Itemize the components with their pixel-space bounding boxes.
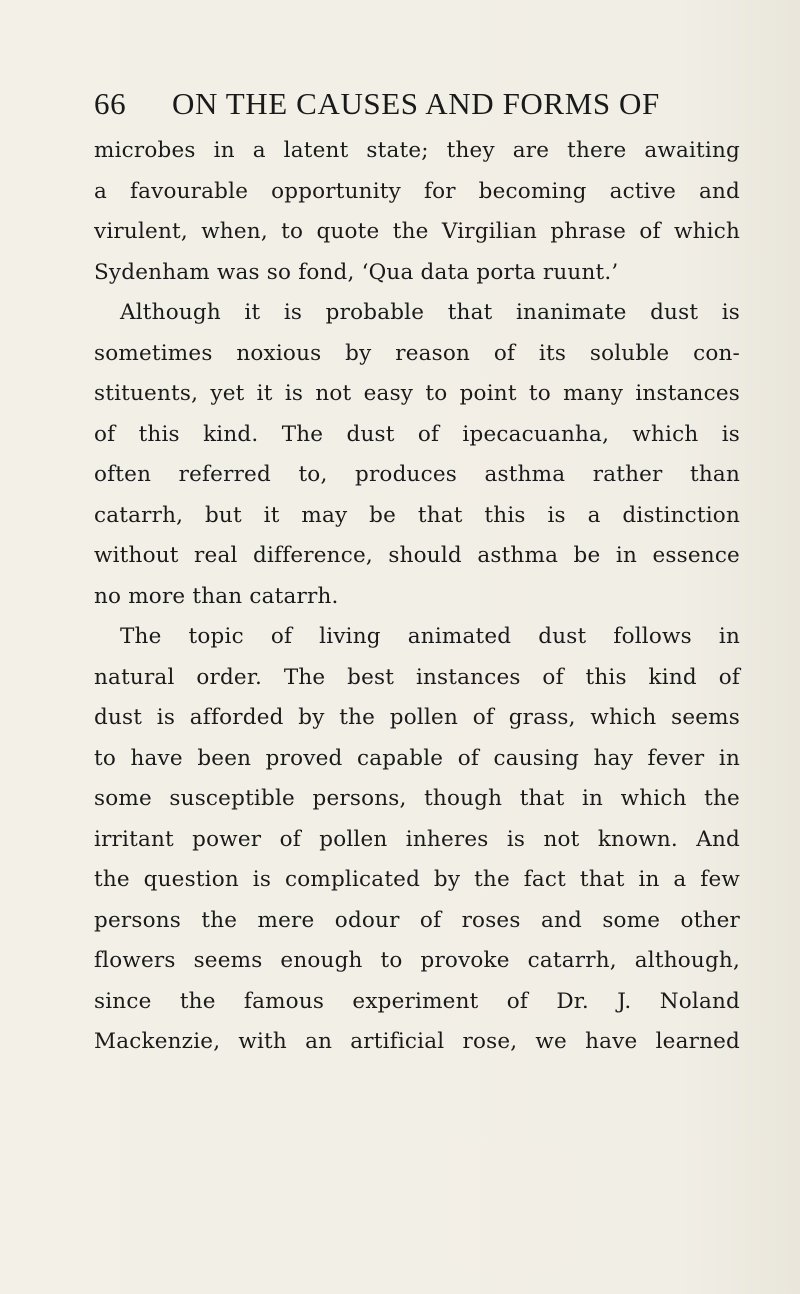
- text-line: often referred to, produces asthma rather than: [94, 462, 740, 487]
- text-line: a favourable opportunity for becoming active and: [94, 178, 740, 204]
- text-line: Although it is probable that inanimate dust is: [120, 300, 740, 325]
- body-text: [94, 131, 740, 1063]
- text-line: Sydenham was so fond, ‘Qua data porta ruunt.’: [94, 259, 619, 285]
- text-line: microbes in a latent state; they are there awaiting: [94, 138, 740, 163]
- running-title: ON THE CAUSES AND FORMS OF: [172, 86, 660, 121]
- text-line: persons the mere odour of roses and some other: [94, 907, 740, 933]
- text-line: irritant power of pollen inheres is not known. And: [94, 826, 740, 852]
- text-line: to have been proved capable of causing hay fever in: [94, 745, 740, 771]
- text-line: virulent, when, to quote the Virgilian phrase of which: [94, 219, 740, 244]
- text-line: flowers seems enough to provoke catarrh, although,: [94, 948, 740, 973]
- text-line: of this kind. The dust of ipecacuanha, which is: [94, 421, 740, 447]
- text-line: sometimes noxious by reason of its soluble con-: [94, 340, 740, 366]
- text-line: Mackenzie, with an artificial rose, we have learned: [94, 1029, 740, 1054]
- text-line: The topic of living animated dust follows in: [120, 624, 740, 649]
- text-line: no more than catarrh.: [94, 583, 339, 609]
- text-line: without real difference, should asthma be in essence: [94, 543, 740, 568]
- text-line: natural order. The best instances of this kind of: [94, 664, 740, 690]
- page-number: 66: [94, 86, 127, 121]
- text-line: since the famous experiment of Dr. J. Noland: [94, 988, 740, 1014]
- text-line: catarrh, but it may be that this is a distinction: [94, 502, 740, 528]
- running-head: [94, 86, 734, 126]
- text-line: some susceptible persons, though that in which the: [94, 786, 740, 811]
- text-line: stituents, yet it is not easy to point to many instances: [94, 381, 740, 406]
- text-line: the question is complicated by the fact that in a few: [94, 867, 740, 892]
- text-line: dust is afforded by the pollen of grass, which seems: [94, 705, 740, 730]
